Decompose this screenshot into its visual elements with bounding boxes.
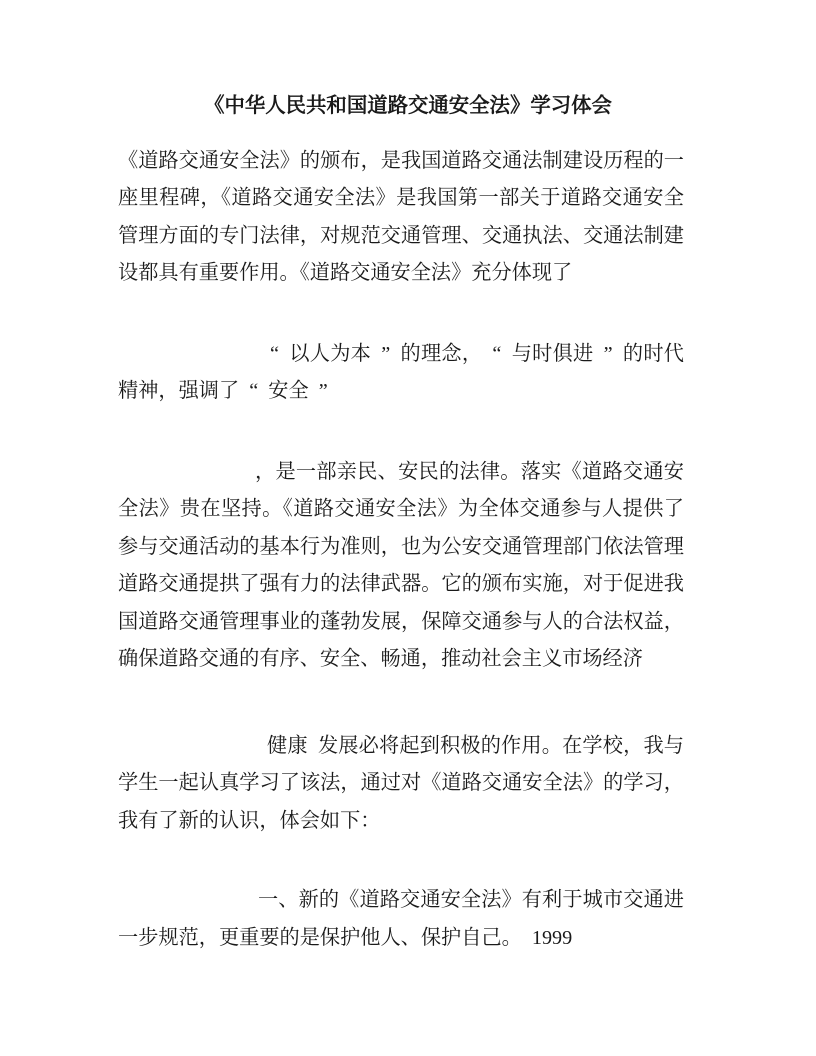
document-paragraph: “ 以人为本 ” 的理念， “ 与时俱进 ” 的时代精神，强调了 “ 安全 ” — [118, 342, 684, 402]
document-paragraph: 《道路交通安全法》的颁布，是我国道路交通法制建设历程的一座里程碑，《道路交通安全法》是我国第一部关于道路交通安全管理方面的专门法律，对规范交通管理、交通执法、交通法制建设都具有重要作用。《道路交通安全法》充分体现了 — [118, 149, 684, 284]
document-paragraph: 一、新的《道路交通安全法》有利于城市交通进一步规范，更重要的是保护他人、保护自己。 1999 — [118, 889, 684, 949]
document-paragraph: 健康 发展必将起到积极的作用。在学校，我与学生一起认真学习了该法，通过对《道路交通安全法》的学习，我有了新的认识，体会如下： — [118, 734, 684, 832]
document-paragraph: ，是一部亲民、安民的法律。落实《道路交通安全法》贵在坚持。《道路交通安全法》为全体交通参与人提供了参与交通活动的基本行为准则，也为公安交通管理部门依法管理道路交通提拱了强有力的法律武器。它的颁布实施，对于促进我国道路交通管理事业的蓬勃发展，保障交通参与人的合法权益，确保道路交通的有序、安全、畅通，推动社会主义市场经济 — [118, 460, 684, 670]
document-title: 《中华人民共和国道路交通安全法》学习体会 — [204, 95, 612, 117]
